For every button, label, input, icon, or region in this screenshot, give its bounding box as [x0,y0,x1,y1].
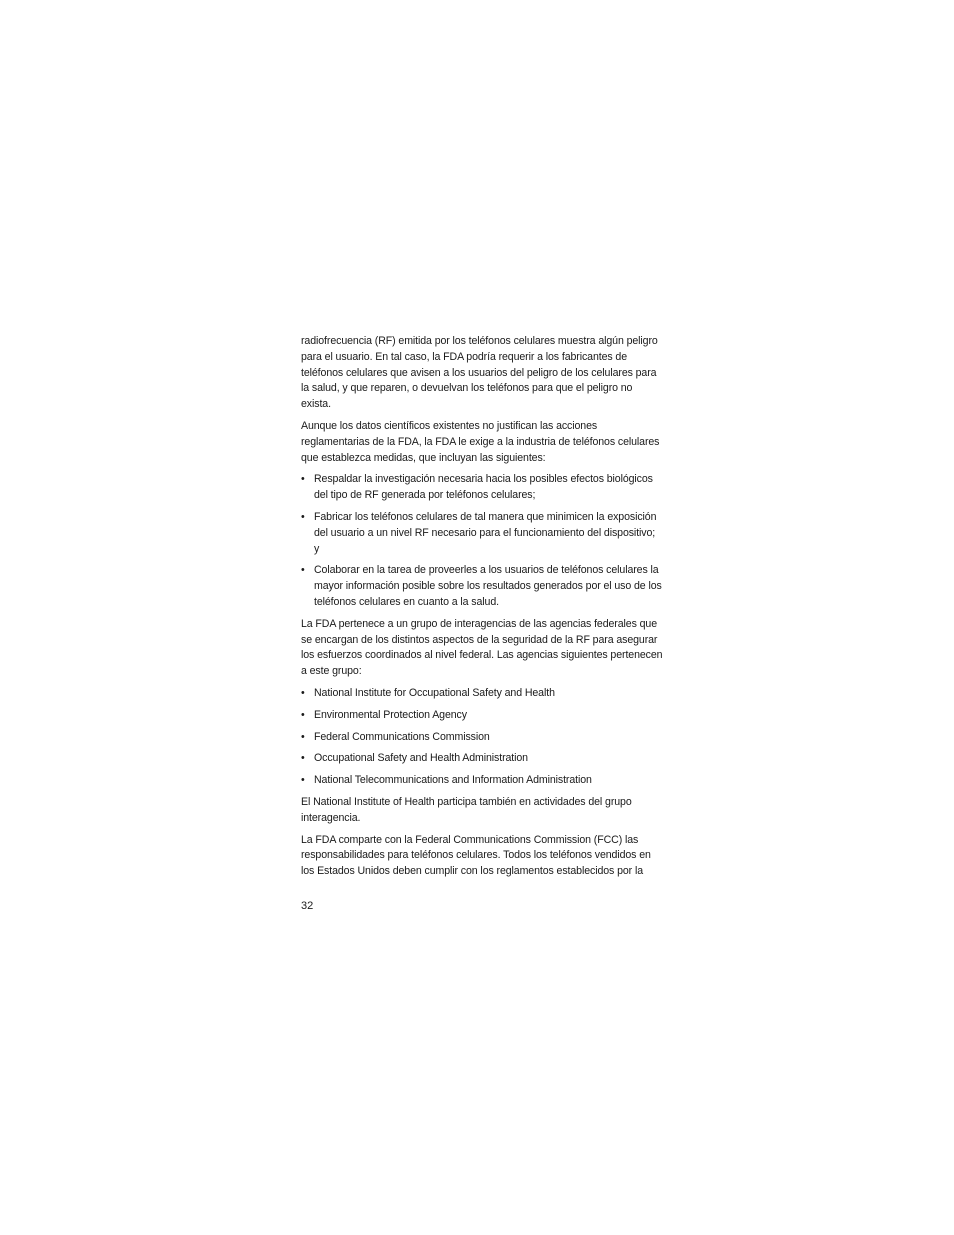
measures-list [301,472,663,610]
list-item: • National Telecommunications and Information Administration [301,773,663,789]
paragraph-fcc: La FDA comparte con la Federal Communications Commission (FCC) las responsabilidades para teléfonos celulares. Todos los teléfonos vendidos en los Estados Unidos deben cumplir con los reglamentos establecidos por la [301,833,651,878]
list-item: • Occupational Safety and Health Administration [301,751,663,767]
list-item: • Colaborar en la tarea de proveerles a los usuarios de teléfonos celulares la mayor información posible sobre los resultados generados por el uso de los teléfonos celulares en cuanto a la salud. [301,563,663,610]
list-item: • Environmental Protection Agency [301,708,663,724]
list-item: • Fabricar los teléfonos celulares de tal manera que minimicen la exposición del usuario a un nivel RF necesario para el funcionamiento del dispositivo; y [301,510,663,557]
agencies-list [301,686,663,789]
paragraph-interagency-group: La FDA pertenece a un grupo de interagencias de las agencias federales que se encargan de los distintos aspectos de la seguridad de la RF para asegurar los esfuerzos coordinados al nivel federal. Las agencias siguientes pertenecen a este grupo: [301,617,663,678]
list-item: • Respaldar la investigación necesaria hacia los posibles efectos biológicos del tipo de RF generada por teléfonos celulares; [301,472,663,504]
paragraph-rf-hazard: radiofrecuencia (RF) emitida por los teléfonos celulares muestra algún peligro para el usuario. En tal caso, la FDA podría requerir a los fabricantes de teléfonos celulares que avisen a los usuarios del peligro de los celulares para la salud, y que reparen, o devuelvan los teléfonos para que el peligro no exista. [301,335,658,411]
paragraph-fda-measures: Aunque los datos científicos existentes no justifican las acciones reglamentarias de la FDA, la FDA le exige a la industria de teléfonos celulares que establezca medidas, que incluyan las siguientes: [301,419,660,464]
paragraph-nih: El National Institute of Health participa también en actividades del grupo interagencia. [301,795,632,824]
list-item: • National Institute for Occupational Safety and Health [301,686,663,702]
body-text [301,334,663,886]
page-number: 32 [301,900,314,912]
list-item: • Federal Communications Commission [301,730,663,746]
